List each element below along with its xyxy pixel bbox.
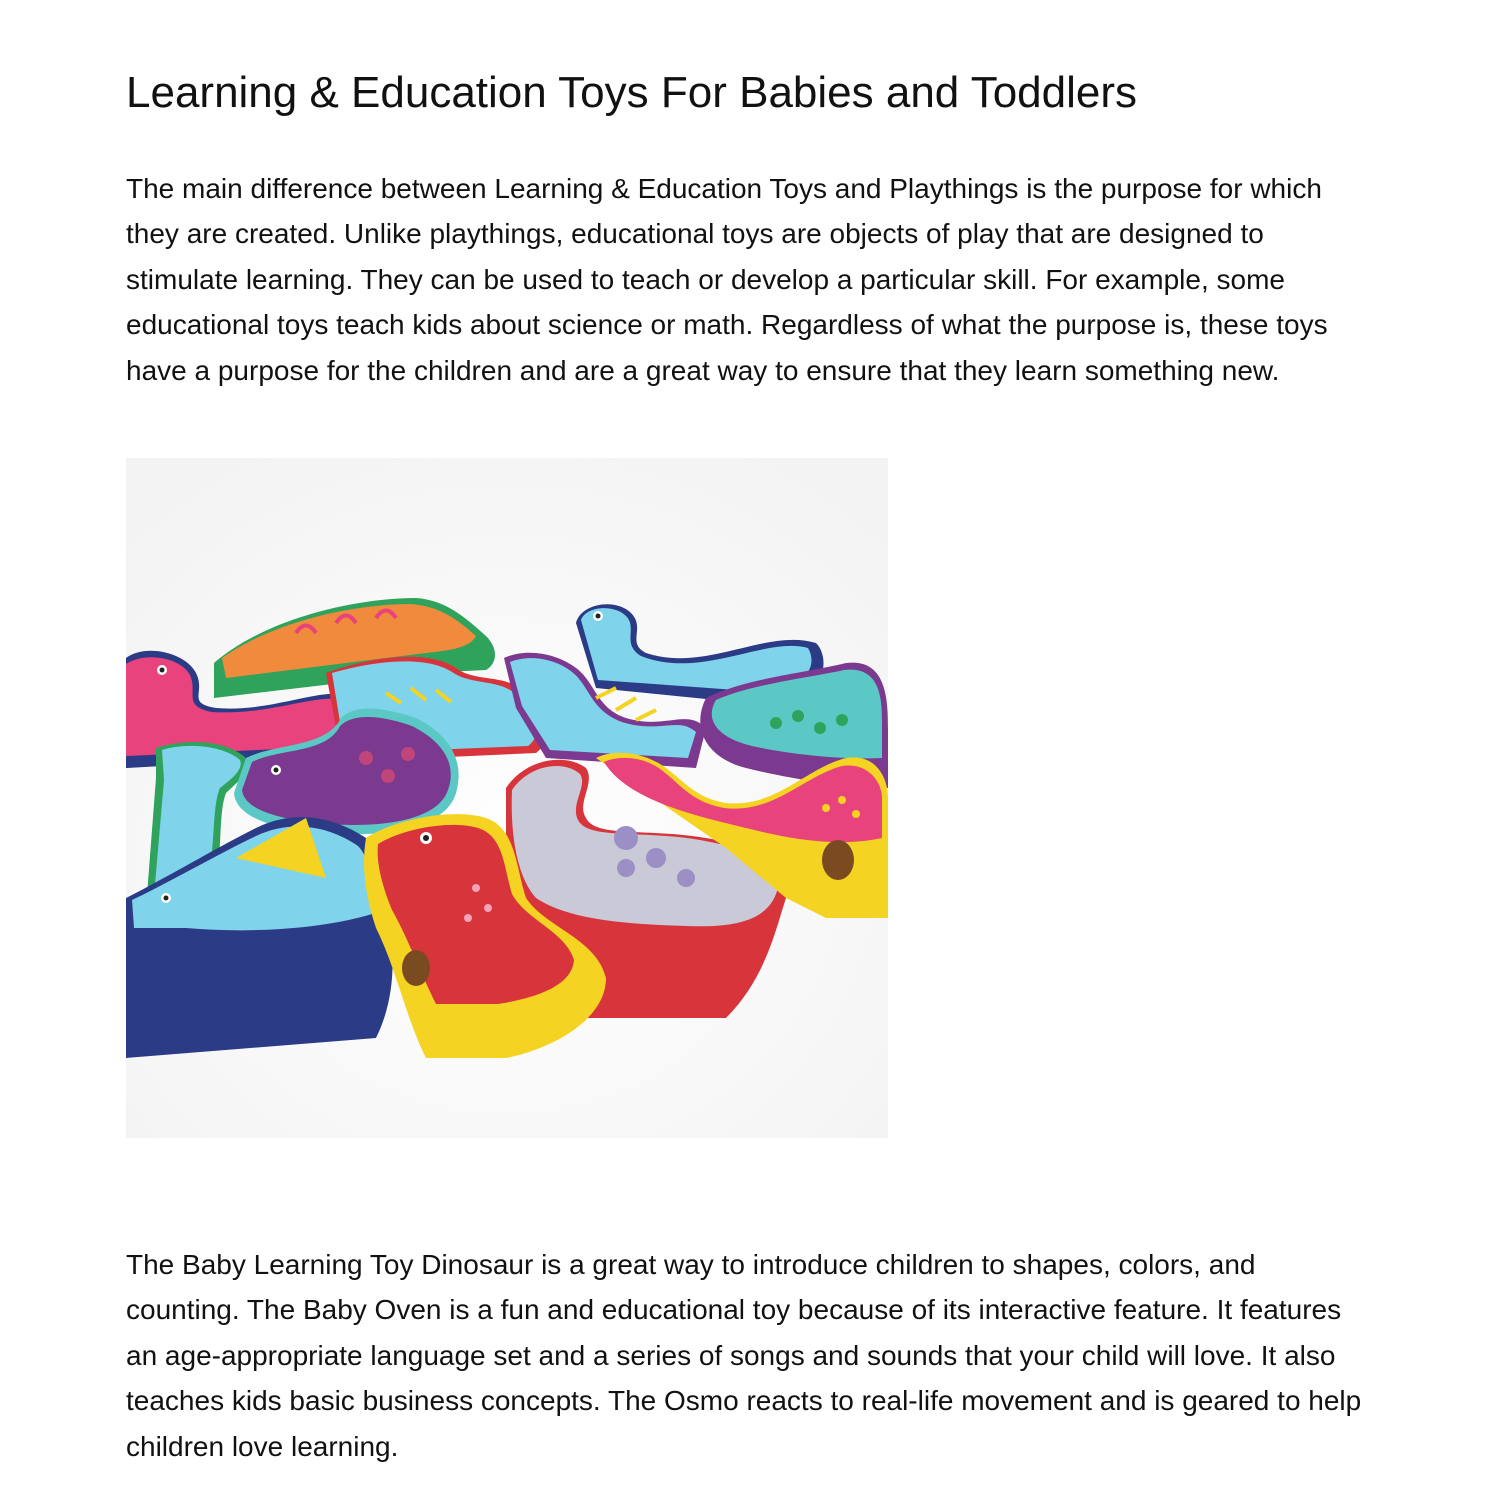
product-photo [126, 458, 888, 1138]
product-paragraph: The Baby Learning Toy Dinosaur is a great way to introduce children to shapes, colors, and counting. The Baby Oven is a fun and educational toy because of its interactive feature. It features an age-appropriate language set and a series of songs and sounds that your child will love. It also teaches kids basic business concepts. The Osmo reacts to real-life movement and is geared to help children love learning. [126, 1249, 1362, 1462]
dinosaur-beads-illustration [126, 458, 888, 1138]
document-page [126, 0, 1376, 1500]
page-title: Learning & Education Toys For Babies and Toddlers [126, 68, 1138, 117]
intro-paragraph: The main difference between Learning & Education Toys and Playthings is the purpose for which they are created. Unlike playthings, educational toys are objects of play that are designed to stimulate learning. They can be used to teach or develop a particular skill. For example, some educational toys teach kids about science or math. Regardless of what the purpose is, these toys have a purpose for the children and are a great way to ensure that they learn something new. [126, 173, 1328, 386]
